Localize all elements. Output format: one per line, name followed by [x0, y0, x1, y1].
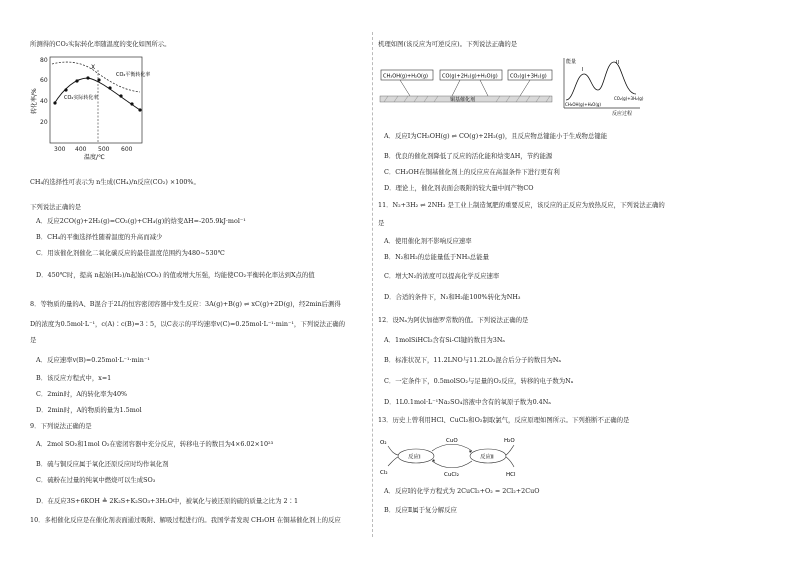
data-point: [119, 94, 122, 97]
data-point: [64, 88, 67, 91]
energy-curve: [566, 62, 636, 100]
q9-option-b: B．硫与铜反应属于氧化还原反应时均作氧化剂: [36, 460, 169, 468]
q8-option-a: A．反应速率v(B)=0.25mol·L⁻¹·min⁻¹: [36, 356, 150, 364]
x-tick: 400: [75, 146, 87, 153]
y-ticks: [40, 57, 48, 126]
column-divider: [372, 32, 373, 537]
y-tick: 40: [40, 98, 48, 105]
mechanism-box2: CO(g)+2H₂(g)+H₂O(g): [442, 73, 498, 80]
q9-stem: 9．下列说法正确的是: [30, 422, 92, 430]
reaction-2-label: 反应Ⅱ: [480, 454, 494, 461]
q7-option-b: B．CH₄的平衡选择性随着温度的升高而减少: [36, 233, 163, 241]
y-tick: 60: [40, 77, 48, 84]
q10-option-c: C．CH₃OH在铜基催化剂上的反应应在高温条件下进行更有利: [384, 168, 560, 176]
q12-option-a: A．1molSiHCl₃含有Si-Cl键的数目为3Nₐ: [384, 336, 505, 344]
q8-line2: D的浓度为0.5mol·L⁻¹，c(A)∶c(B)=3∶5，以C表示的平均速率v(C)=0.25mol·L⁻¹·min⁻¹，下列说法正确的: [30, 320, 346, 328]
x-tick: 500: [98, 146, 110, 153]
mechanism-box3: CO₂(g)+3H₂(g): [510, 73, 547, 80]
q12-option-d: D．1L0.1mol·L⁻¹Na₂SO₄溶液中含有的氧原子数为0.4Nₐ: [384, 398, 551, 406]
intro-text: 所测得的CO₂实际转化率随温度的变化如图所示。: [30, 40, 171, 48]
data-point: [75, 79, 78, 82]
o2-label: O₂: [380, 440, 387, 446]
cycle-diagram: [380, 434, 520, 480]
q7-stem: 下列说法正确的是: [30, 203, 82, 211]
cuo-label: CuO: [446, 438, 458, 444]
actual-curve: [54, 78, 140, 110]
q9-option-d: D．在反应3S+6KOH ≜ 2K₂S+K₂SO₃+3H₂O中，被氧化与被还原的硫的质量之比为 2∶1: [36, 497, 299, 505]
q11-option-d: D．合适的条件下，N₂和H₂能100%转化为NH₃: [384, 293, 521, 301]
q9-option-a: A．2mol SO₂和1mol O₂在密闭容器中充分反应，转移电子的数目为4×6.02×10²³: [36, 440, 274, 448]
q10-option-d: D．理论上，催化剂表面会吸附的较大量中间产物CO: [384, 184, 534, 192]
catalyst-label: 铜基催化剂: [450, 97, 476, 103]
q10-option-a: A．反应Ⅰ为CH₃OH(g) ⇌ CO(g)+2H₂(g)，且反应物总键能小于生成物总键能: [384, 132, 608, 140]
q7-option-d: D．450℃时，提高 n起始(H₂)/n起始(CO₂) 的值或增大压强，均能使CO₂平衡转化率达到X点的值: [36, 271, 315, 279]
q12-stem: 12．设Nₐ为阿伏加德罗常数的值。下列说法正确的是: [378, 316, 529, 324]
reaction-1-label: 反应Ⅰ: [408, 454, 421, 461]
q13-option-b: B．反应Ⅱ属于复分解反应: [384, 506, 457, 514]
cucl2-label: CuCl₂: [444, 472, 459, 478]
x-tick: 600: [121, 146, 133, 153]
q13-stem: 13．历史上曾利用HCl、CuCl₂和O₂制取氯气，反应原理如图所示。下列推断不正确的是: [378, 416, 630, 424]
mechanism-diagram: [380, 66, 555, 116]
selectivity-text: CH₄的选择性可表示为 n生成(CH₄)/n反应(CO₂) ×100%。: [30, 178, 200, 186]
data-point: [86, 76, 89, 79]
peak-2-label: II: [616, 60, 619, 66]
q12-option-b: B．标准状况下，11.2LNO与11.2LO₂混合后分子的数目为Nₐ: [384, 356, 561, 364]
energy-diagram: [556, 54, 644, 116]
right-column: [378, 0, 768, 562]
q7-option-a: A．反应2CO(g)+2H₂(g)=CO₂(g)+CH₄(g)的焓变ΔH=-205.9kJ·mol⁻¹: [36, 217, 246, 225]
chart-ylabel: 转化率/%: [31, 88, 38, 114]
q12-option-c: C．一定条件下，0.5molSO₂与足量的O₂反应，转移的电子数为Nₐ: [384, 377, 574, 385]
process-axis-label: 反应过程: [612, 111, 633, 117]
chart-xlabel: 温度/℃: [84, 154, 105, 161]
q10-continued: 机理如图(该反应为可逆反应)。下列说法正确的是: [378, 40, 518, 48]
q11-stem-line2: 是: [378, 219, 385, 227]
data-point: [53, 101, 56, 104]
q7-option-c: C．用该催化剂催化二氧化碳反应的最佳温度范围约为480~530℃: [36, 249, 225, 257]
q8-option-b: B．该反应方程式中，x=1: [36, 374, 112, 382]
mechanism-box1: CH₃OH(g)+H₂O(g): [383, 73, 428, 80]
data-point: [130, 102, 133, 105]
data-point: [108, 86, 111, 89]
y-tick: 20: [40, 119, 48, 126]
x-ticks: [54, 146, 133, 153]
eq-curve-label: CO₂平衡转化率: [116, 72, 151, 78]
q11-option-c: C．增大N₂的浓度可以提高化学反应速率: [384, 272, 500, 280]
q8-option-d: D．2min时，A的物质的量为1.5mol: [36, 406, 142, 414]
start-state-label: CH₃OH(g)+H₂O(g): [565, 102, 601, 107]
x-point-label: X: [91, 64, 96, 71]
h2o-label: H₂O: [504, 438, 515, 444]
q13-option-a: A．反应Ⅰ的化学方程式为 2CuCl₂+O₂ = 2Cl₂+2CuO: [384, 487, 540, 495]
q11-option-a: A．使用催化剂不影响反应速率: [384, 237, 472, 245]
end-state-label: CO₂(g)+3H₂(g): [614, 96, 644, 101]
q10-option-b: B．优良的催化剂降低了反应的活化能和焓变ΔH，节约能源: [384, 152, 553, 160]
peak-1-label: I: [582, 67, 584, 73]
actual-curve-label: CO₂实际转化率: [64, 95, 99, 101]
q10-line1: 10．多相催化反应是在催化剂表面通过吸附、解吸过程进行的。我国学者发现 CH₃OH 在铜基催化剂上的反应: [30, 516, 341, 524]
q11-option-b: B．N₂和H₂的总能量低于NH₃总能量: [384, 253, 490, 261]
data-point: [138, 108, 141, 111]
x-tick: 300: [54, 146, 66, 153]
q8-option-c: C．2min时，A的转化率为40%: [36, 390, 128, 398]
energy-axis-label: 能量: [566, 59, 577, 65]
q8-line3: 是: [30, 336, 37, 344]
conversion-chart: [28, 52, 168, 161]
q11-stem-line1: 11．N₂+3H₂ ⇌ 2NH₃ 是工业上制造氮肥的重要反应，该反应的正反应为放热反应，下列说法正确的: [378, 201, 665, 209]
cl2-label: Cl₂: [380, 470, 388, 476]
q8-line1: 8．等物质的量的A、B混合于2L的恒容密闭容器中发生反应：3A(g)+B(g) ⇌ xC(g)+2D(g)，经2min后测得: [30, 300, 341, 308]
hcl-label: HCl: [506, 472, 516, 478]
left-column: [28, 0, 368, 562]
q9-option-c: C．硫粉在过量的纯氧中燃烧可以生成SO₃: [36, 476, 156, 484]
y-tick: 80: [40, 57, 48, 64]
